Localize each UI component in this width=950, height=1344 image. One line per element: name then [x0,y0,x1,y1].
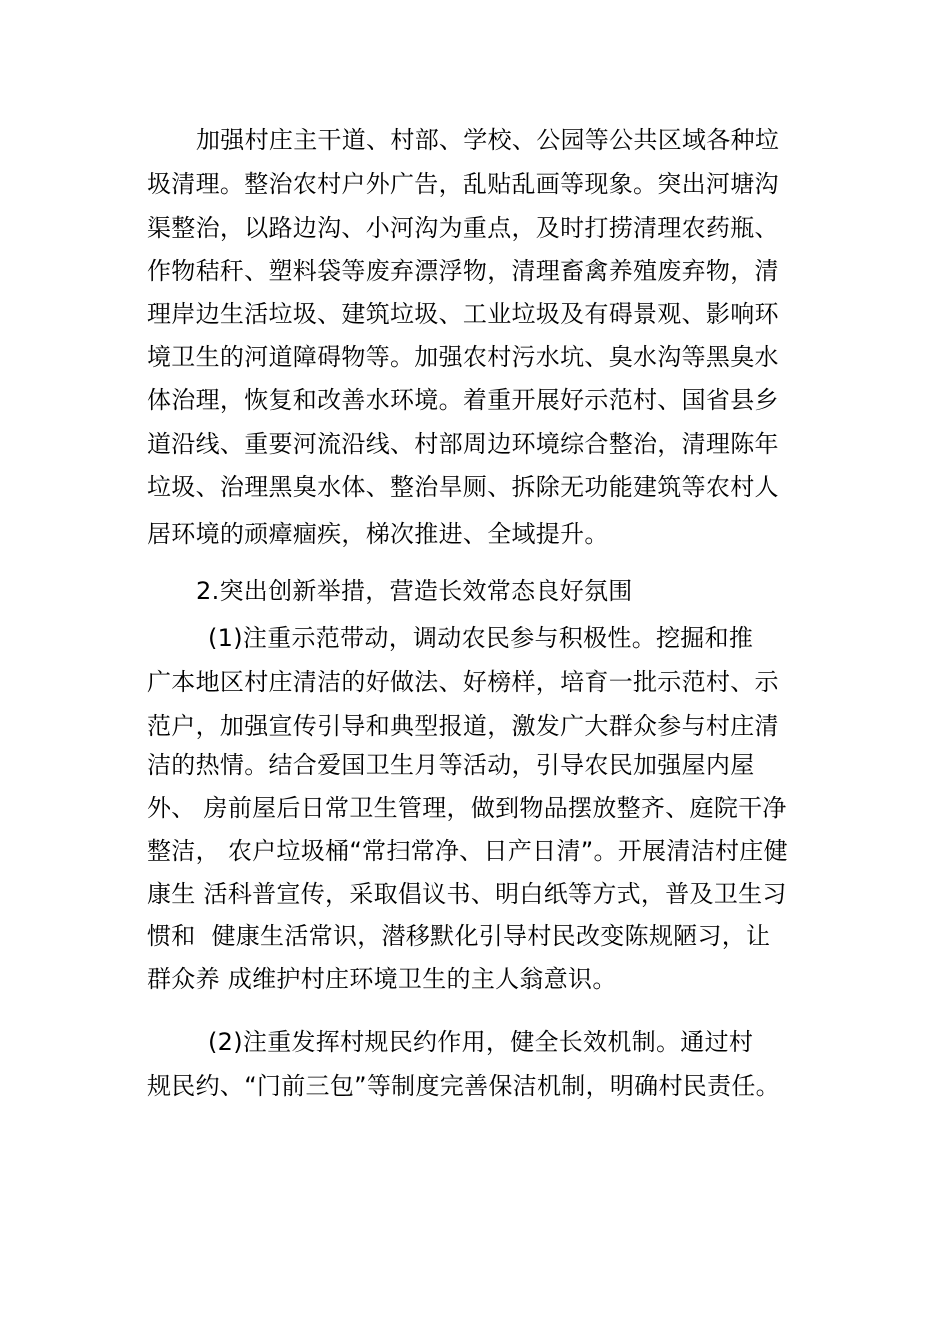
text-line-18: 康生 活科普宣传，采取倡议书、明白纸等方式，普及卫生习 [147,880,787,908]
text-line-21: (2)注重发挥村规民约作用，健全长效机制。通过村 [208,1028,754,1056]
text-line-15: 洁的热情。结合爱国卫生月等活动，引导农民加强屋内屋 [147,751,755,779]
text-line-4: 作物秸秆、塑料袋等废弃漂浮物，清理畜禽养殖废弃物，清 [147,257,779,285]
text-line-19: 惯和 健康生活常识，潜移默化引导村民改变陈规陋习，让 [147,922,771,950]
text-line-13: 广本地区村庄清洁的好做法、好榜样，培育一批示范村、示 [147,668,779,696]
text-line-7: 体治理，恢复和改善水环境。着重开展好示范村、国省县乡 [147,386,779,414]
text-line-6: 境卫生的河道障碍物等。加强农村污水坑、臭水沟等黑臭水 [147,343,779,371]
text-line-3: 渠整治，以路边沟、小河沟为重点，及时打捞清理农药瓶、 [147,214,779,242]
text-line-10: 居环境的顽瘴痼疾，梯次推进、全域提升。 [147,520,609,548]
text-line-14: 范户，加强宣传引导和典型报道，激发广大群众参与村庄清 [147,712,779,740]
text-line-20: 群众养 成维护村庄环境卫生的主人翁意识。 [147,965,617,993]
text-line-16: 外、 房前屋后日常卫生管理，做到物品摆放整齐、庭院干净 [147,794,787,822]
text-line-17: 整洁， 农户垃圾桶“常扫常净、日产日清”。开展清洁村庄健 [147,837,788,865]
section-heading: 2.突出创新举措，营造长效常态良好氛围 [196,577,633,605]
text-line-1: 加强村庄主干道、村部、学校、公园等公共区域各种垃 [196,126,780,154]
text-line-12: (1)注重示范带动，调动农民参与积极性。挖掘和推 [208,624,754,652]
text-line-2: 圾清理。整治农村户外广告，乱贴乱画等现象。突出河塘沟 [147,170,779,198]
text-line-5: 理岸边生活垃圾、建筑垃圾、工业垃圾及有碍景观、影响环 [147,300,779,328]
text-line-8: 道沿线、重要河流沿线、村部周边环境综合整治，清理陈年 [147,430,779,458]
text-line-22: 规民约、“门前三包”等制度完善保洁机制，明确村民责任。 [147,1072,780,1100]
text-line-9: 垃圾、治理黑臭水体、整治旱厕、拆除无功能建筑等农村人 [147,473,779,501]
